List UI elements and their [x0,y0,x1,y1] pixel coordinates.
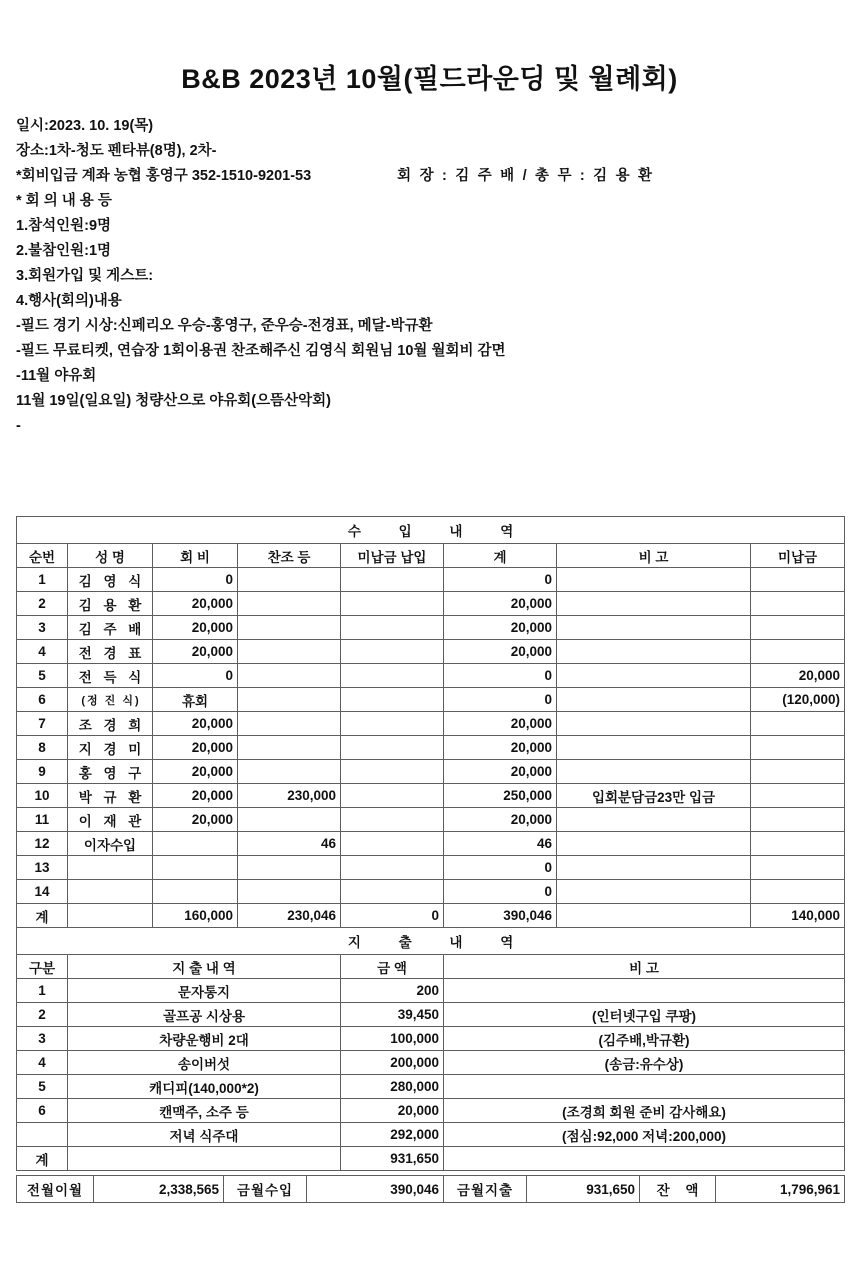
cell-unpaid-payment [341,712,444,736]
balance-summary-table [16,1175,845,1203]
cell-unpaid [751,760,845,784]
table-row [17,616,845,640]
cell-description: 캔맥주, 소주 등 [68,1099,341,1123]
cell-amount: 200 [341,979,444,1003]
column-header-name: 성 명 [68,544,153,568]
cell-note [557,592,751,616]
cell-name: 이 재 관 [68,808,153,832]
cell-amount: 39,450 [341,1003,444,1027]
column-header-sum: 계 [444,544,557,568]
cell-name [68,880,153,904]
cell-sum: 20,000 [444,640,557,664]
cell-unpaid-payment [341,616,444,640]
cell-category: 6 [17,1099,68,1123]
income-header-row [17,544,845,568]
remaining-balance-label: 잔 액 [640,1176,716,1203]
cell-note [557,688,751,712]
cell-donation [238,688,341,712]
agenda-item: -필드 경기 시상:신페리오 우승-홍영구, 준우승-전경표, 메달-박규환 [16,318,433,334]
cell-unpaid-payment [341,688,444,712]
cell-note [557,736,751,760]
cell-no: 8 [17,736,68,760]
cell-note [557,664,751,688]
cell-description: 골프공 시상용 [68,1003,341,1027]
table-row [17,688,845,712]
expense-total-description [68,1147,341,1171]
column-header-category: 구분 [17,955,68,979]
cell-note [557,640,751,664]
cell-no: 7 [17,712,68,736]
cell-sum: 20,000 [444,712,557,736]
agenda-item: 11월 19일(일요일) 청량산으로 야유회(으뜸산악회) [16,393,331,409]
agenda-item: 4.행사(회의)내용 [16,293,122,309]
cell-unpaid [751,736,845,760]
cell-category: 4 [17,1051,68,1075]
total-sum: 390,046 [444,904,557,928]
cell-sum: 0 [444,880,557,904]
cell-sum: 20,000 [444,736,557,760]
agenda-item: 1.참석인원:9명 [16,218,112,234]
table-row [17,1027,845,1051]
expense-total-row [17,1147,845,1171]
cell-name: (정 진 식) [68,688,153,712]
cell-category: 5 [17,1075,68,1099]
cell-donation [238,616,341,640]
table-row [17,832,845,856]
income-section-band-row [17,517,845,544]
cell-fee: 휴회 [153,688,238,712]
cell-category: 3 [17,1027,68,1051]
cell-amount: 280,000 [341,1075,444,1099]
agenda-item: -필드 무료티켓, 연습장 1회이용권 찬조해주신 김영식 회원님 10월 월회비 감면 [16,343,506,359]
cell-sum: 0 [444,688,557,712]
table-row [17,979,845,1003]
cell-unpaid [751,832,845,856]
cell-fee [153,832,238,856]
cell-fee: 20,000 [153,592,238,616]
monthly-expense-label: 금월지출 [444,1176,527,1203]
cell-amount: 292,000 [341,1123,444,1147]
table-row [17,1123,845,1147]
cell-no: 12 [17,832,68,856]
table-row [17,856,845,880]
column-header-amount: 금 액 [341,955,444,979]
cell-fee: 20,000 [153,616,238,640]
monthly-income-value: 390,046 [307,1176,444,1203]
agenda-item: - [16,418,21,434]
table-row [17,736,845,760]
carry-over-label: 전월이월 [17,1176,94,1203]
expense-total-note [444,1147,845,1171]
cell-sum: 20,000 [444,760,557,784]
table-row [17,640,845,664]
cell-name: 이자수입 [68,832,153,856]
cell-unpaid-payment [341,808,444,832]
total-unpaid: 140,000 [751,904,845,928]
account-info: *회비입금 계좌 농협 홍영구 352-1510-9201-53 [16,168,312,184]
cell-description: 문자통지 [68,979,341,1003]
agenda-item: -11월 야유회 [16,368,97,384]
cell-fee [153,880,238,904]
cell-name: 전 득 식 [68,664,153,688]
page-title: B&B 2023년 10월(필드라운딩 및 월례회) [181,64,678,94]
cell-donation [238,640,341,664]
cell-name: 홍 영 구 [68,760,153,784]
cell-sum: 0 [444,664,557,688]
cell-name: 조 경 희 [68,712,153,736]
total-fee: 160,000 [153,904,238,928]
cell-fee: 20,000 [153,808,238,832]
table-row [17,1003,845,1027]
cell-category: 1 [17,979,68,1003]
cell-sum: 20,000 [444,616,557,640]
cell-sum: 20,000 [444,808,557,832]
monthly-income-label: 금월수입 [224,1176,307,1203]
cell-fee: 20,000 [153,760,238,784]
agenda-section-label: * 회 의 내 용 등 [16,193,112,209]
cell-unpaid-payment [341,880,444,904]
cell-note [557,808,751,832]
cell-unpaid-payment [341,760,444,784]
meeting-info-block [16,114,846,439]
cell-unpaid: 20,000 [751,664,845,688]
cell-fee: 20,000 [153,640,238,664]
cell-fee: 20,000 [153,712,238,736]
expense-total-label: 계 [17,1147,68,1171]
cell-expense-note: (점심:92,000 저녁:200,000) [444,1123,845,1147]
cell-amount: 200,000 [341,1051,444,1075]
carry-over-value: 2,338,565 [94,1176,224,1203]
remaining-balance-value: 1,796,961 [716,1176,845,1203]
cell-fee: 20,000 [153,784,238,808]
cell-amount: 100,000 [341,1027,444,1051]
table-row [17,784,845,808]
cell-no: 3 [17,616,68,640]
total-donation: 230,046 [238,904,341,928]
cell-name: 지 경 미 [68,736,153,760]
total-name [68,904,153,928]
cell-category [17,1123,68,1147]
cell-donation: 46 [238,832,341,856]
cell-sum: 0 [444,568,557,592]
column-header-unpaid-payment: 미납금 납입 [341,544,444,568]
monthly-expense-value: 931,650 [527,1176,640,1203]
table-row [17,1051,845,1075]
cell-description: 저녁 식주대 [68,1123,341,1147]
agenda-item: 2.불참인원:1명 [16,243,112,259]
cell-note: 입회분담금23만 입금 [557,784,751,808]
table-row [17,664,845,688]
cell-donation [238,736,341,760]
total-note [557,904,751,928]
cell-expense-note [444,1075,845,1099]
table-row [17,1075,845,1099]
cell-fee: 20,000 [153,736,238,760]
cell-description: 차량운행비 2대 [68,1027,341,1051]
cell-unpaid: (120,000) [751,688,845,712]
cell-name: 김 영 식 [68,568,153,592]
income-section-title: 수 입 내 역 [17,517,845,544]
cell-donation [238,880,341,904]
cell-donation [238,856,341,880]
column-header-note: 비 고 [557,544,751,568]
cell-unpaid [751,616,845,640]
cell-donation [238,592,341,616]
cell-sum: 0 [444,856,557,880]
cell-no: 6 [17,688,68,712]
account-and-officers-line [16,164,846,189]
cell-no: 11 [17,808,68,832]
table-row [17,1099,845,1123]
cell-description: 송이버섯 [68,1051,341,1075]
table-row [17,592,845,616]
cell-name: 김 주 배 [68,616,153,640]
cell-expense-note: (인터넷구입 쿠팡) [444,1003,845,1027]
cell-unpaid-payment [341,736,444,760]
cell-no: 9 [17,760,68,784]
cell-description: 캐디피(140,000*2) [68,1075,341,1099]
ledger-table [16,516,845,1171]
cell-no: 5 [17,664,68,688]
cell-unpaid [751,856,845,880]
cell-note [557,856,751,880]
cell-no: 1 [17,568,68,592]
meeting-date-line: 일시:2023. 10. 19(목) [16,118,154,134]
cell-note [557,568,751,592]
cell-sum: 46 [444,832,557,856]
cell-no: 14 [17,880,68,904]
cell-unpaid-payment [341,664,444,688]
cell-unpaid-payment [341,784,444,808]
meeting-place-line: 장소:1차-청도 펜타뷰(8명), 2차- [16,143,217,159]
cell-donation [238,712,341,736]
cell-unpaid [751,808,845,832]
column-header-unpaid: 미납금 [751,544,845,568]
officers-info: 회 장 : 김 주 배 / 총 무 : 김 용 환 [397,168,655,184]
cell-unpaid [751,712,845,736]
column-header-description: 지 출 내 역 [68,955,341,979]
table-row [17,880,845,904]
cell-note [557,880,751,904]
cell-unpaid [751,568,845,592]
cell-amount: 20,000 [341,1099,444,1123]
cell-expense-note: (조경희 회원 준비 감사해요) [444,1099,845,1123]
cell-note [557,832,751,856]
cell-no: 13 [17,856,68,880]
cell-name [68,856,153,880]
income-total-row [17,904,845,928]
balance-row [17,1176,845,1203]
total-label: 계 [17,904,68,928]
cell-donation [238,808,341,832]
cell-no: 10 [17,784,68,808]
cell-donation: 230,000 [238,784,341,808]
cell-unpaid-payment [341,592,444,616]
cell-note [557,760,751,784]
cell-unpaid [751,880,845,904]
cell-fee: 0 [153,568,238,592]
table-row [17,568,845,592]
expense-section-title: 지 출 내 역 [17,928,845,955]
ledger-sheet [16,516,844,1203]
cell-unpaid-payment [341,856,444,880]
cell-name: 박 규 환 [68,784,153,808]
cell-unpaid [751,592,845,616]
cell-unpaid-payment [341,832,444,856]
cell-unpaid-payment [341,640,444,664]
cell-name: 김 용 환 [68,592,153,616]
cell-sum: 250,000 [444,784,557,808]
table-row [17,712,845,736]
column-header-no: 순번 [17,544,68,568]
expense-header-row [17,955,845,979]
cell-category: 2 [17,1003,68,1027]
cell-fee [153,856,238,880]
table-row [17,760,845,784]
expense-section-band-row [17,928,845,955]
cell-no: 4 [17,640,68,664]
cell-donation [238,760,341,784]
table-row [17,808,845,832]
column-header-donation: 찬조 등 [238,544,341,568]
column-header-expense-note: 비 고 [444,955,845,979]
cell-unpaid-payment [341,568,444,592]
cell-no: 2 [17,592,68,616]
cell-note [557,712,751,736]
total-unpaid-payment: 0 [341,904,444,928]
cell-expense-note [444,979,845,1003]
column-header-fee: 회 비 [153,544,238,568]
cell-expense-note: (김주배,박규환) [444,1027,845,1051]
cell-donation [238,568,341,592]
cell-unpaid [751,784,845,808]
cell-fee: 0 [153,664,238,688]
cell-name: 전 경 표 [68,640,153,664]
cell-unpaid [751,640,845,664]
cell-expense-note: (송금:유수상) [444,1051,845,1075]
cell-note [557,616,751,640]
expense-total-amount: 931,650 [341,1147,444,1171]
agenda-item: 3.회원가입 및 게스트: [16,268,154,284]
cell-sum: 20,000 [444,592,557,616]
cell-donation [238,664,341,688]
